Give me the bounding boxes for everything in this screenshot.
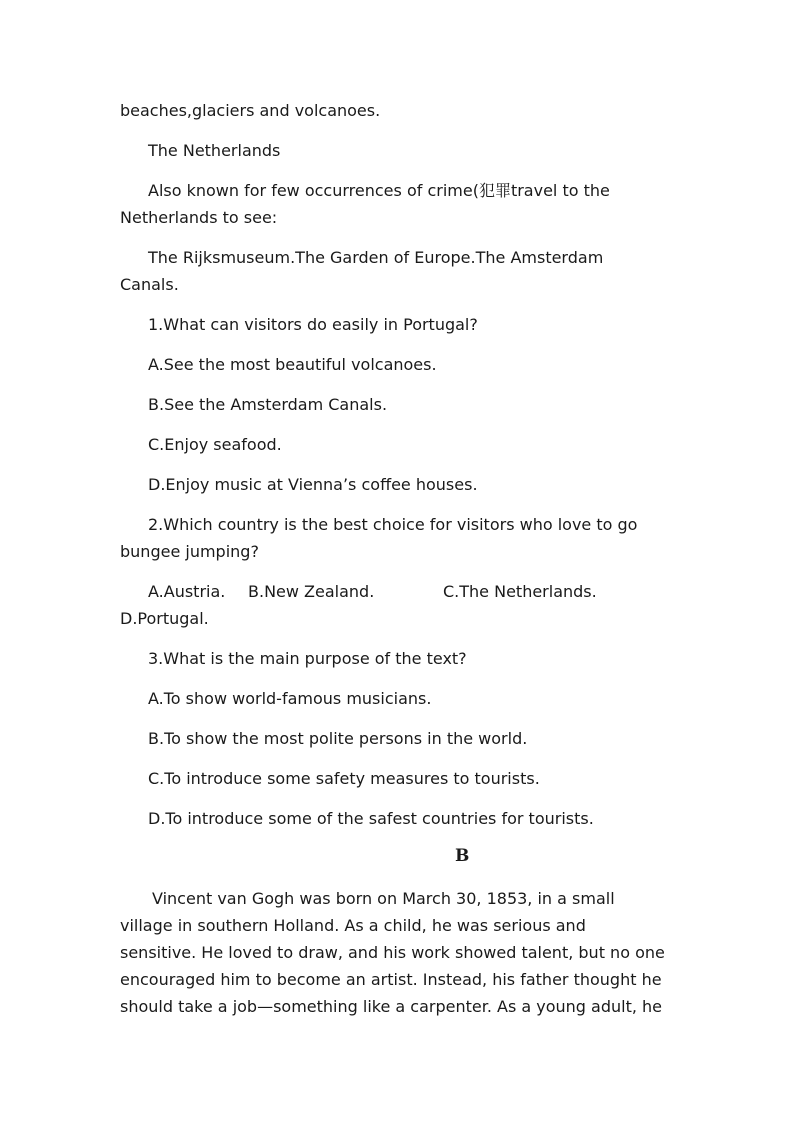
question-stem-continued: bungee jumping? (120, 542, 259, 561)
passage-line: Also known for few occurrences of crime(犯罪travel to the (148, 181, 610, 200)
passage-line: The Rijksmuseum.The Garden of Europe.The Amsterdam (148, 248, 604, 267)
paragraph-line: should take a job—something like a carpenter. As a young adult, he (120, 997, 663, 1016)
question-stem: 1.What can visitors do easily in Portugal? (148, 315, 478, 334)
passage-line: Netherlands to see: (120, 208, 278, 227)
paragraph-line: sensitive. He loved to draw, and his work showed talent, but no one (120, 943, 665, 962)
section-heading: B (455, 846, 470, 866)
paragraph-line: village in southern Holland. As a child, he was serious and (120, 916, 586, 935)
option-b: B.See the Amsterdam Canals. (148, 395, 388, 414)
option-a: A.To show world-famous musicians. (148, 689, 432, 708)
option-b: B.New Zealand. (248, 582, 375, 601)
question-stem: 2.Which country is the best choice for visitors who love to go (148, 515, 638, 534)
country-title-netherlands: The Netherlands (148, 141, 281, 160)
option-d: D.To introduce some of the safest countries for tourists. (148, 809, 594, 828)
paragraph-line: encouraged him to become an artist. Instead, his father thought he (120, 970, 662, 989)
option-a: A.Austria. (148, 582, 226, 601)
paragraph-line: Vincent van Gogh was born on March 30, 1853, in a small (152, 889, 615, 908)
option-d: D.Enjoy music at Vienna’s coffee houses. (148, 475, 478, 494)
option-c: C.The Netherlands. (443, 582, 597, 601)
option-c: C.Enjoy seafood. (148, 435, 282, 454)
passage-line: Canals. (120, 275, 179, 294)
option-b: B.To show the most polite persons in the world. (148, 729, 528, 748)
passage-line: beaches,glaciers and volcanoes. (120, 101, 381, 120)
option-a: A.See the most beautiful volcanoes. (148, 355, 437, 374)
option-c: C.To introduce some safety measures to tourists. (148, 769, 540, 788)
options-row (120, 578, 680, 605)
option-d: D.Portugal. (120, 609, 209, 628)
question-stem: 3.What is the main purpose of the text? (148, 649, 467, 668)
